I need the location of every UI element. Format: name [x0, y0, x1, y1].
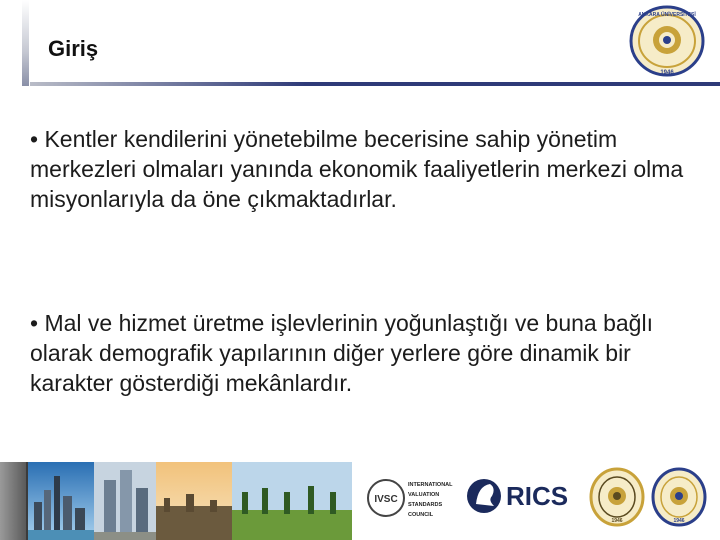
rics-text: RICS [506, 481, 569, 511]
seal-year: 1946 [660, 70, 674, 76]
towers-photo [94, 462, 156, 540]
svg-text:1946: 1946 [611, 518, 623, 524]
ivsc-logo [366, 474, 454, 522]
slide-title: Giriş [48, 36, 99, 61]
seal-ring-text: ANKARA ÜNİVERSİTESİ [638, 12, 696, 18]
university-seal-icon [626, 4, 708, 78]
title-side-bar [22, 0, 29, 86]
footer-seal-icon-1 [588, 466, 646, 528]
rics-logo [466, 470, 578, 522]
svg-text:1946: 1946 [673, 518, 685, 524]
ivsc-text: IVSC [374, 494, 398, 505]
body-paragraph-1: • Kentler kendilerini yönetebilme becerisine sahip yönetim merkezleri olmaları yanında ekonomik faaliyetlerin merkezi olma misyonlarıyla da öne çıkmaktadırlar. [30, 126, 684, 212]
countryside-photo [232, 462, 352, 540]
body-paragraph-2: • Mal ve hizmet üretme işlevlerinin yoğunlaştığı ve buna bağlı olarak demografik yapılarının diğer yerlere göre dinamik bir karakter gösterdiği mekânlardır. [30, 310, 653, 396]
title-underline [30, 82, 720, 86]
footer-seal-icon-2 [650, 466, 708, 528]
svg-text:COUNCIL: COUNCIL [408, 512, 434, 518]
city-skyline-photo [28, 462, 94, 540]
svg-text:INTERNATIONAL: INTERNATIONAL [408, 482, 453, 488]
footer-left-gradient [0, 462, 26, 540]
svg-text:STANDARDS: STANDARDS [408, 502, 443, 508]
svg-text:VALUATION: VALUATION [408, 492, 440, 498]
sunset-city-photo [156, 462, 232, 540]
